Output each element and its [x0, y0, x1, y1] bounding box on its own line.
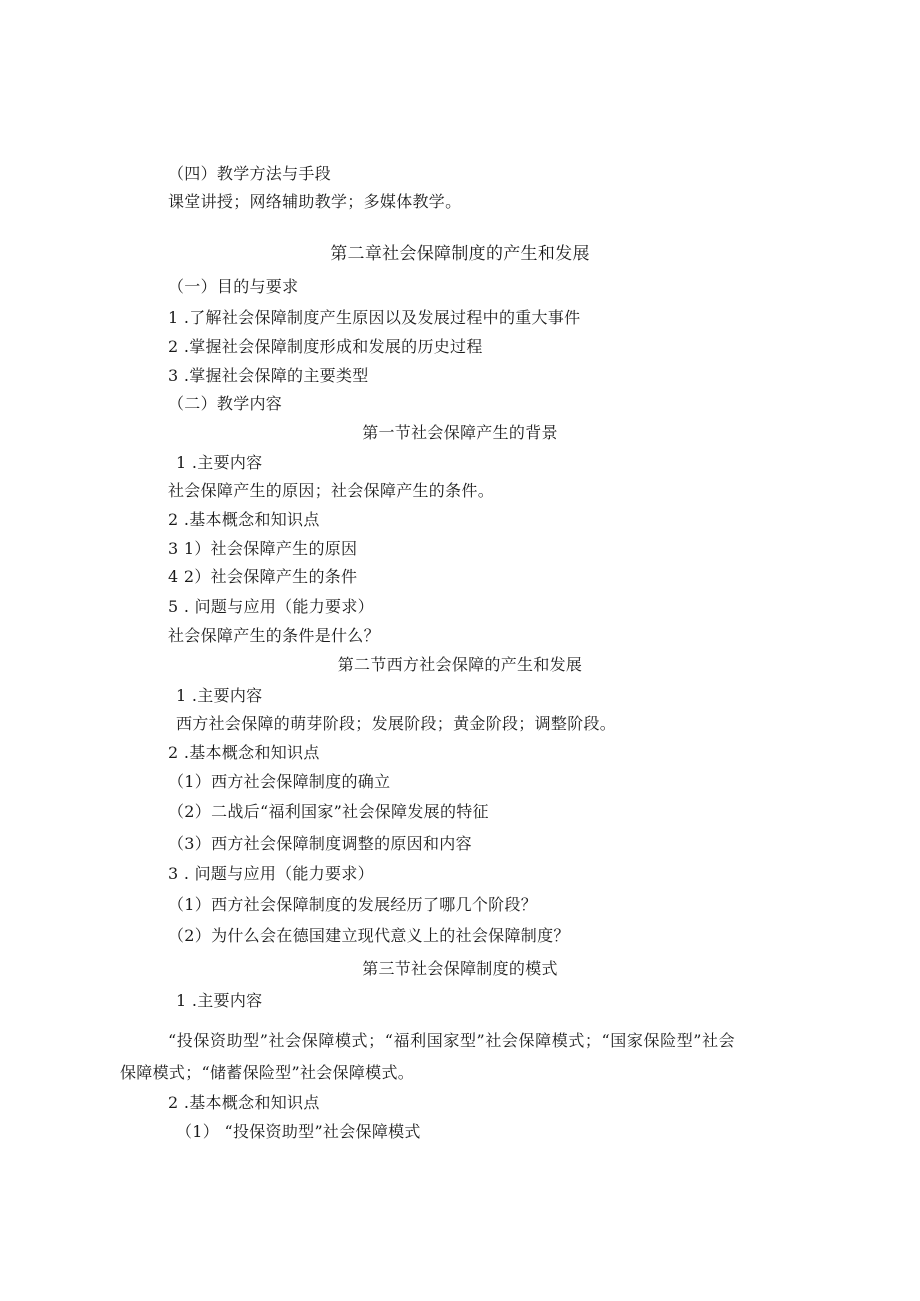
list-item: （2）为什么会在德国建立现代意义上的社会保障制度？ [168, 926, 570, 945]
list-item: 2 .掌握社会保障制度形成和发展的历史过程 [168, 337, 483, 356]
text-line: 社会保障产生的原因；社会保障产生的条件。 [168, 481, 495, 500]
list-item: （2）二战后“福利国家”社会保障发展的特征 [168, 802, 489, 821]
list-item: （1）西方社会保障制度的确立 [168, 772, 391, 791]
list-item: 2 .基本概念和知识点 [168, 743, 320, 762]
list-item: 4 2）社会保障产生的条件 [168, 567, 358, 586]
list-item: 2 .基本概念和知识点 [168, 510, 320, 529]
paragraph-line: 保障模式；“储蓄保险型”社会保障模式。 [120, 1063, 415, 1082]
list-item: 3 . 问题与应用（能力要求） [168, 864, 374, 883]
list-item: （1）西方社会保障制度的发展经历了哪几个阶段？ [168, 895, 538, 914]
list-item: 1 .了解社会保障制度产生原因以及发展过程中的重大事件 [168, 308, 581, 327]
text-line: （二）教学内容 [168, 394, 283, 413]
list-item: 1 .主要内容 [176, 686, 263, 705]
section-title: 第二节西方社会保障的产生和发展 [337, 655, 583, 674]
list-item: 5 . 问题与应用（能力要求） [168, 597, 374, 616]
list-item: 1 .主要内容 [176, 991, 263, 1010]
list-item: 2 .基本概念和知识点 [168, 1093, 320, 1112]
chapter-title: 第二章社会保障制度的产生和发展 [330, 244, 590, 264]
paragraph-line: “投保资助型”社会保障模式；“福利国家型”社会保障模式；“国家保险型”社会 [168, 1031, 736, 1050]
section-title: 第三节社会保障制度的模式 [362, 959, 558, 978]
text-line: （一）目的与要求 [168, 277, 299, 296]
text-line: 西方社会保障的萌芽阶段；发展阶段；黄金阶段；调整阶段。 [176, 714, 617, 733]
list-item: 1 .主要内容 [176, 453, 263, 472]
list-item: （1） “投保资助型”社会保障模式 [176, 1122, 421, 1141]
section-title: 第一节社会保障产生的背景 [362, 423, 558, 442]
text-line: 课堂讲授；网络辅助教学；多媒体教学。 [168, 192, 462, 211]
list-item: 3 .掌握社会保障的主要类型 [168, 366, 369, 385]
list-item: 3 1）社会保障产生的原因 [168, 539, 358, 558]
text-line: 社会保障产生的条件是什么？ [168, 626, 380, 645]
list-item: （3）西方社会保障制度调整的原因和内容 [168, 834, 472, 853]
text-line: （四）教学方法与手段 [168, 164, 332, 183]
